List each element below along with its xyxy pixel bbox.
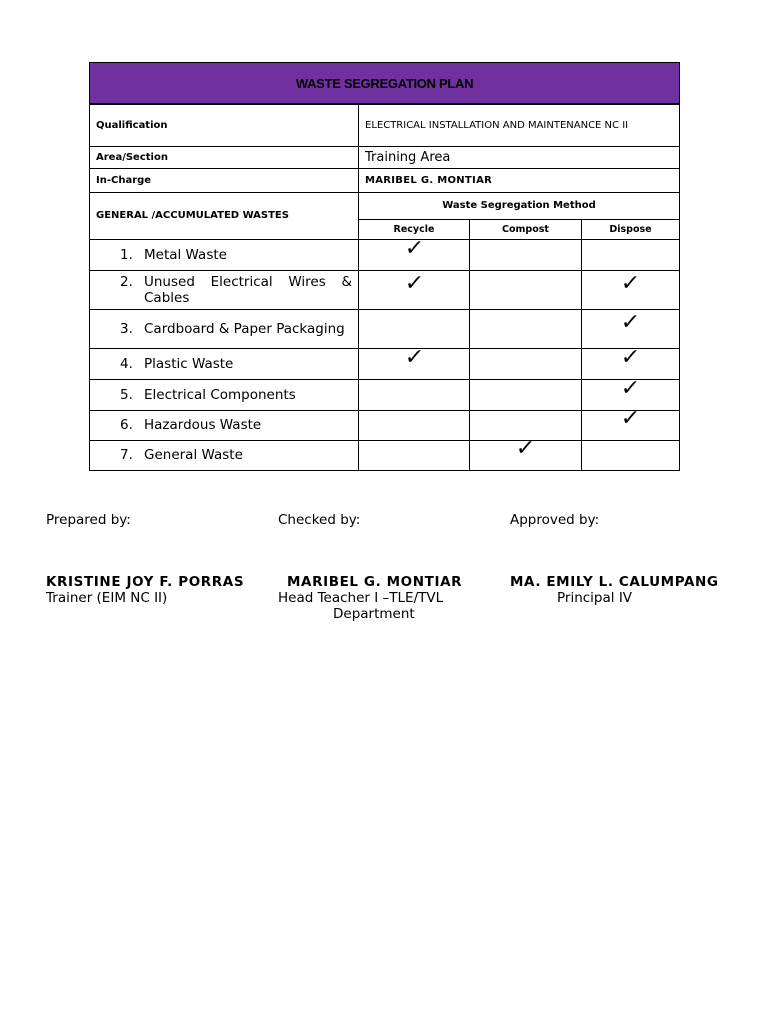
- waste-item-label: Unused Electrical Wires & Cables: [144, 273, 352, 306]
- dispose-cell: [582, 344, 680, 379]
- dispose-cell: [582, 270, 680, 309]
- waste-item-number: 1.: [120, 246, 133, 263]
- waste-row: [90, 410, 680, 440]
- waste-item-cell: [90, 410, 359, 440]
- waste-item-label: Electrical Components: [144, 386, 296, 403]
- recycle-cell: [359, 344, 470, 379]
- waste-item-cell: [90, 309, 359, 348]
- column-header-dispose: Dispose: [582, 219, 680, 239]
- dispose-cell: [582, 239, 680, 270]
- in-charge-value: MARIBEL G. MONTIAR: [359, 168, 680, 192]
- check-mark-icon: ✓: [403, 235, 425, 261]
- waste-item-cell: [90, 239, 359, 270]
- waste-row: [90, 239, 680, 270]
- waste-item-number: 3.: [120, 320, 133, 337]
- waste-item-number: 7.: [120, 447, 133, 463]
- waste-row: [90, 348, 680, 379]
- waste-row: [90, 440, 680, 470]
- waste-item-number: 6.: [120, 417, 133, 433]
- checked-by-caption: Checked by:: [278, 512, 361, 528]
- check-mark-icon: ✓: [620, 375, 642, 401]
- recycle-cell: [359, 379, 470, 410]
- waste-item-label: General Waste: [144, 447, 243, 463]
- wastes-header: GENERAL /ACCUMULATED WASTES: [90, 192, 359, 239]
- waste-item-number: 2.: [120, 273, 133, 290]
- waste-row: [90, 270, 680, 309]
- check-mark-icon: ✓: [515, 436, 537, 461]
- recycle-cell: [359, 309, 470, 348]
- waste-row: [90, 309, 680, 348]
- waste-item-label: Hazardous Waste: [144, 417, 262, 433]
- waste-item-cell: [90, 379, 359, 410]
- prepared-by-position: Trainer (EIM NC II): [46, 590, 168, 606]
- checked-by-name: MARIBEL G. MONTIAR: [287, 574, 463, 590]
- waste-row: [90, 379, 680, 410]
- dispose-cell: [582, 406, 680, 440]
- recycle-cell: [359, 235, 470, 270]
- waste-item-cell: [90, 270, 359, 309]
- method-header: Waste Segregation Method: [359, 192, 680, 219]
- compost-cell: [470, 309, 582, 348]
- check-mark-icon: ✓: [403, 270, 425, 296]
- dispose-cell: [582, 309, 680, 348]
- approved-by-position: Principal IV: [557, 590, 633, 606]
- waste-item-cell: [90, 440, 359, 470]
- compost-cell: [470, 270, 582, 309]
- waste-item-cell: [90, 348, 359, 379]
- check-mark-icon: ✓: [620, 309, 642, 335]
- area-label: Area/Section: [90, 146, 359, 168]
- compost-cell: [470, 436, 582, 470]
- area-value: Training Area: [359, 146, 680, 168]
- waste-segregation-table: [89, 62, 680, 471]
- checked-by-position-line2: Department: [333, 606, 415, 622]
- recycle-cell: [359, 410, 470, 440]
- check-mark-icon: ✓: [620, 344, 642, 370]
- compost-cell: [470, 379, 582, 410]
- check-mark-icon: ✓: [620, 270, 642, 296]
- waste-item-label: Plastic Waste: [144, 355, 234, 372]
- qualification-value: ELECTRICAL INSTALLATION AND MAINTENANCE NC II: [359, 104, 680, 146]
- column-header-recycle: Recycle: [359, 219, 470, 239]
- checked-by-position: Head Teacher I –TLE/TVL: [278, 590, 444, 606]
- check-mark-icon: ✓: [403, 344, 425, 370]
- recycle-cell: [359, 440, 470, 470]
- qualification-label: Qualification: [90, 104, 359, 146]
- approved-by-caption: Approved by:: [510, 512, 600, 528]
- check-mark-icon: ✓: [620, 406, 642, 431]
- recycle-cell: [359, 270, 470, 309]
- waste-item-number: 4.: [120, 355, 133, 372]
- dispose-cell: [582, 440, 680, 470]
- compost-cell: [470, 348, 582, 379]
- prepared-by-name: KRISTINE JOY F. PORRAS: [46, 574, 245, 590]
- compost-cell: [470, 239, 582, 270]
- plan-title: WASTE SEGREGATION PLAN: [90, 63, 680, 105]
- waste-item-number: 5.: [120, 386, 133, 403]
- waste-item-label: Metal Waste: [144, 246, 227, 263]
- waste-item-label: Cardboard & Paper Packaging: [144, 320, 345, 337]
- prepared-by-caption: Prepared by:: [46, 512, 131, 528]
- in-charge-label: In-Charge: [90, 168, 359, 192]
- approved-by-name: MA. EMILY L. CALUMPANG: [510, 574, 719, 590]
- column-header-compost: Compost: [470, 219, 582, 239]
